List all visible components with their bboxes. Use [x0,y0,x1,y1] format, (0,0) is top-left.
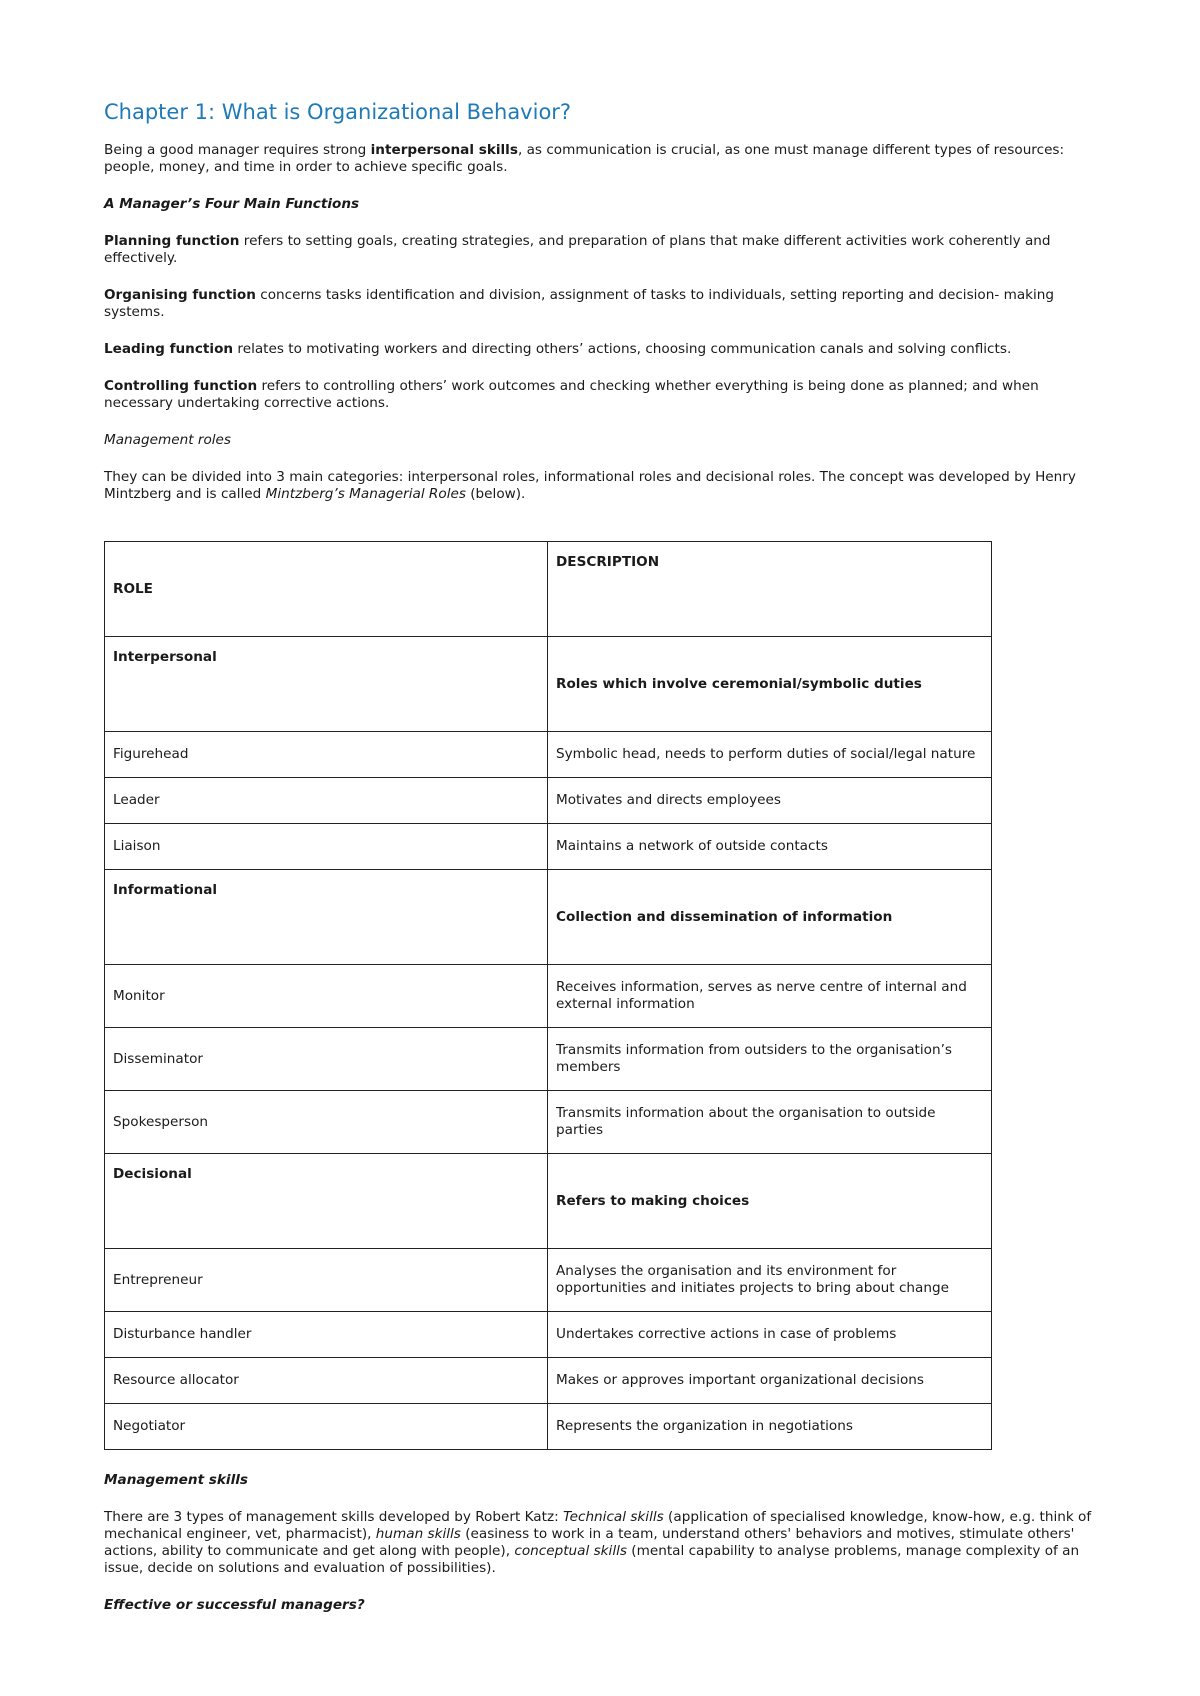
skills-term-conceptual: conceptual skills [514,1543,627,1559]
role-cell: Leader [105,778,548,824]
intro-text-end: , as communication is crucial, as one must manage different types of resources: people, money, and time in order to achieve specific goals. [104,142,1065,175]
table-row [105,732,992,778]
table-row [105,1249,992,1312]
role-cell: Decisional [105,1154,548,1249]
skills-term-technical: Technical skills [562,1509,664,1525]
function-text: refers to controlling others’ work outcomes and checking whether everything is being done as planned; and when necessary undertaking corrective actions. [104,378,1039,411]
function-text: concerns tasks identification and division, assignment of tasks to individuals, setting reporting and decision- making systems. [104,287,1055,320]
roles-table [104,541,992,1450]
roles-intro-text: They can be divided into 3 main categories: interpersonal roles, informational roles and decisional roles. The concept was developed by Henry Mintzberg and is called [104,469,1076,502]
effective-heading: Effective or successful managers? [104,1597,365,1613]
skills-paragraph [104,1509,1100,1577]
description-cell: Transmits information from outsiders to the organisation’s members [548,1028,992,1091]
role-cell: Disseminator [105,1028,548,1091]
table-row [105,824,992,870]
table-row [105,1312,992,1358]
skills-text: (mental capability to analyse problems, manage complexity of an issue, decide on solutions and evaluation of possibilities). [104,1543,1080,1576]
intro-text-start: Being a good manager requires strong [104,142,371,158]
function-name: Planning function [104,233,240,249]
function-name: Controlling function [104,378,258,394]
table-header-row [105,542,992,637]
document-page [104,100,1100,1634]
function-controlling [104,378,1100,412]
table-row [105,965,992,1028]
role-cell: Interpersonal [105,637,548,732]
header-description: DESCRIPTION [548,542,992,637]
description-cell: Transmits information about the organisation to outside parties [548,1091,992,1154]
role-cell: Negotiator [105,1404,548,1450]
functions-heading: A Manager’s Four Main Functions [104,196,360,212]
header-role: ROLE [105,542,548,637]
role-cell: Liaison [105,824,548,870]
description-cell: Collection and dissemination of information [548,870,992,965]
function-organising [104,287,1100,321]
description-cell: Analyses the organisation and its environment for opportunities and initiates projects to bring about change [548,1249,992,1312]
table-row [105,1028,992,1091]
description-cell: Receives information, serves as nerve centre of internal and external information [548,965,992,1028]
description-cell: Makes or approves important organizational decisions [548,1358,992,1404]
page-title: Chapter 1: What is Organizational Behavior? [104,100,572,124]
intro-bold-term: interpersonal skills [370,142,518,158]
function-name: Organising function [104,287,256,303]
skills-text: (easiness to work in a team, understand others' behaviors and motives, stimulate others' actions, ability to communicate and get along with people), [104,1526,1075,1559]
role-cell: Resource allocator [105,1358,548,1404]
table-category-row [105,1154,992,1249]
description-cell: Symbolic head, needs to perform duties of social/legal nature [548,732,992,778]
roles-heading: Management roles [104,432,231,448]
table-row [105,1091,992,1154]
skills-term-human: human skills [375,1526,461,1542]
roles-intro-paragraph [104,469,1100,503]
table-category-row [105,637,992,732]
function-name: Leading function [104,341,234,357]
role-cell: Spokesperson [105,1091,548,1154]
description-cell: Roles which involve ceremonial/symbolic duties [548,637,992,732]
role-cell: Informational [105,870,548,965]
function-text: relates to motivating workers and directing others’ actions, choosing communication canals and solving conflicts. [233,341,1012,357]
roles-intro-italic: Mintzberg’s Managerial Roles [265,486,466,502]
role-cell: Entrepreneur [105,1249,548,1312]
role-cell: Figurehead [105,732,548,778]
role-cell: Disturbance handler [105,1312,548,1358]
skills-text: There are 3 types of management skills developed by Robert Katz: [104,1509,563,1525]
role-cell: Monitor [105,965,548,1028]
table-row [105,1358,992,1404]
function-planning [104,233,1100,267]
skills-heading: Management skills [104,1472,248,1488]
description-cell: Refers to making choices [548,1154,992,1249]
intro-paragraph [104,142,1100,176]
description-cell: Represents the organization in negotiations [548,1404,992,1450]
function-leading [104,341,1100,358]
description-cell: Motivates and directs employees [548,778,992,824]
skills-text: (application of specialised knowledge, know-how, e.g. think of mechanical engineer, vet, pharmacist), [104,1509,1092,1542]
roles-intro-text-end: (below). [465,486,526,502]
table-category-row [105,870,992,965]
table-row [105,1404,992,1450]
function-text: refers to setting goals, creating strategies, and preparation of plans that make different activities work coherently and effectively. [104,233,1051,266]
description-cell: Undertakes corrective actions in case of problems [548,1312,992,1358]
description-cell: Maintains a network of outside contacts [548,824,992,870]
table-row [105,778,992,824]
